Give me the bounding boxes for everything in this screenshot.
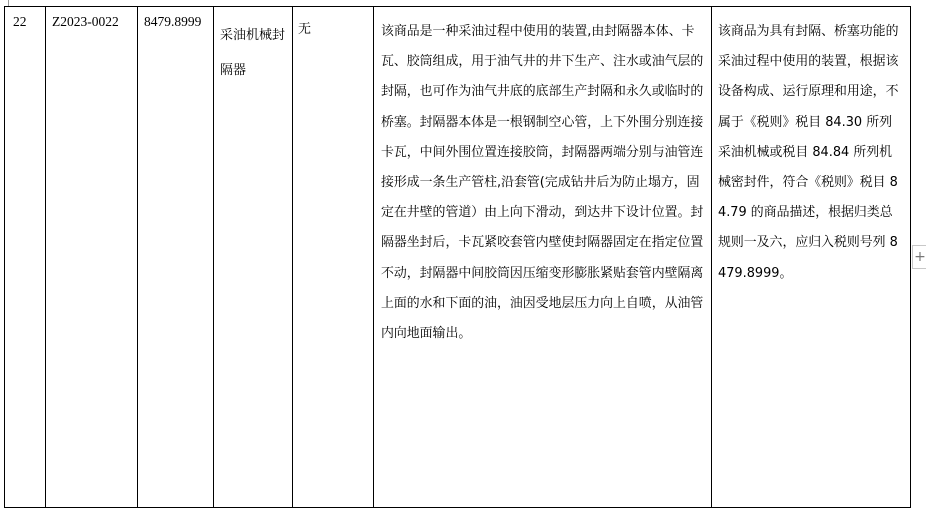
product-description: 该商品是一种采油过程中使用的装置,由封隔器本体、卡瓦、胶筒组成，用于油气井的井下生产、注水或油气层的封隔，也可作为油气井底的底部生产封隔和永久或临时的桥塞。封隔器本体是一根钢制空心管，上下外围分别连接卡瓦，中间外围位置连接胶筒，封隔器两端分别与油管连接形成一条生产管柱,沿套管(完成钻井后为防止塌方，固定在井壁的管道）由上向下滑动，到达井下设计位置。封隔器坐封后，卡瓦紧咬套管内壁使封隔器固定在指定位置不动，封隔器中间胶筒因压缩变形膨胀紧贴套管内壁隔离上面的水和下面的油，油因受地层压力向上自喷，从油管内向地面输出。: [374, 7, 712, 508]
add-row-handle[interactable]: +: [912, 245, 926, 269]
classification-reason: 该商品为具有封隔、桥塞功能的采油过程中使用的装置，根据该设备构成、运行原理和用途，不属于《税则》税目 84.30 所列采油机械或税目 84.84 所列机械密封件，符合《税则》税目 84.79 的商品描述，根据归类总规则一及六，应归入税则号列 8479.8999。: [712, 7, 911, 508]
row-sequence-number: 22: [5, 7, 46, 508]
classification-table: [4, 6, 911, 508]
product-name: 采油机械封隔器: [214, 7, 293, 508]
product-alias: 无: [293, 7, 374, 508]
ruling-code: Z2023-0022: [46, 7, 138, 508]
tariff-number: 8479.8999: [138, 7, 214, 508]
table-row: [5, 7, 911, 508]
